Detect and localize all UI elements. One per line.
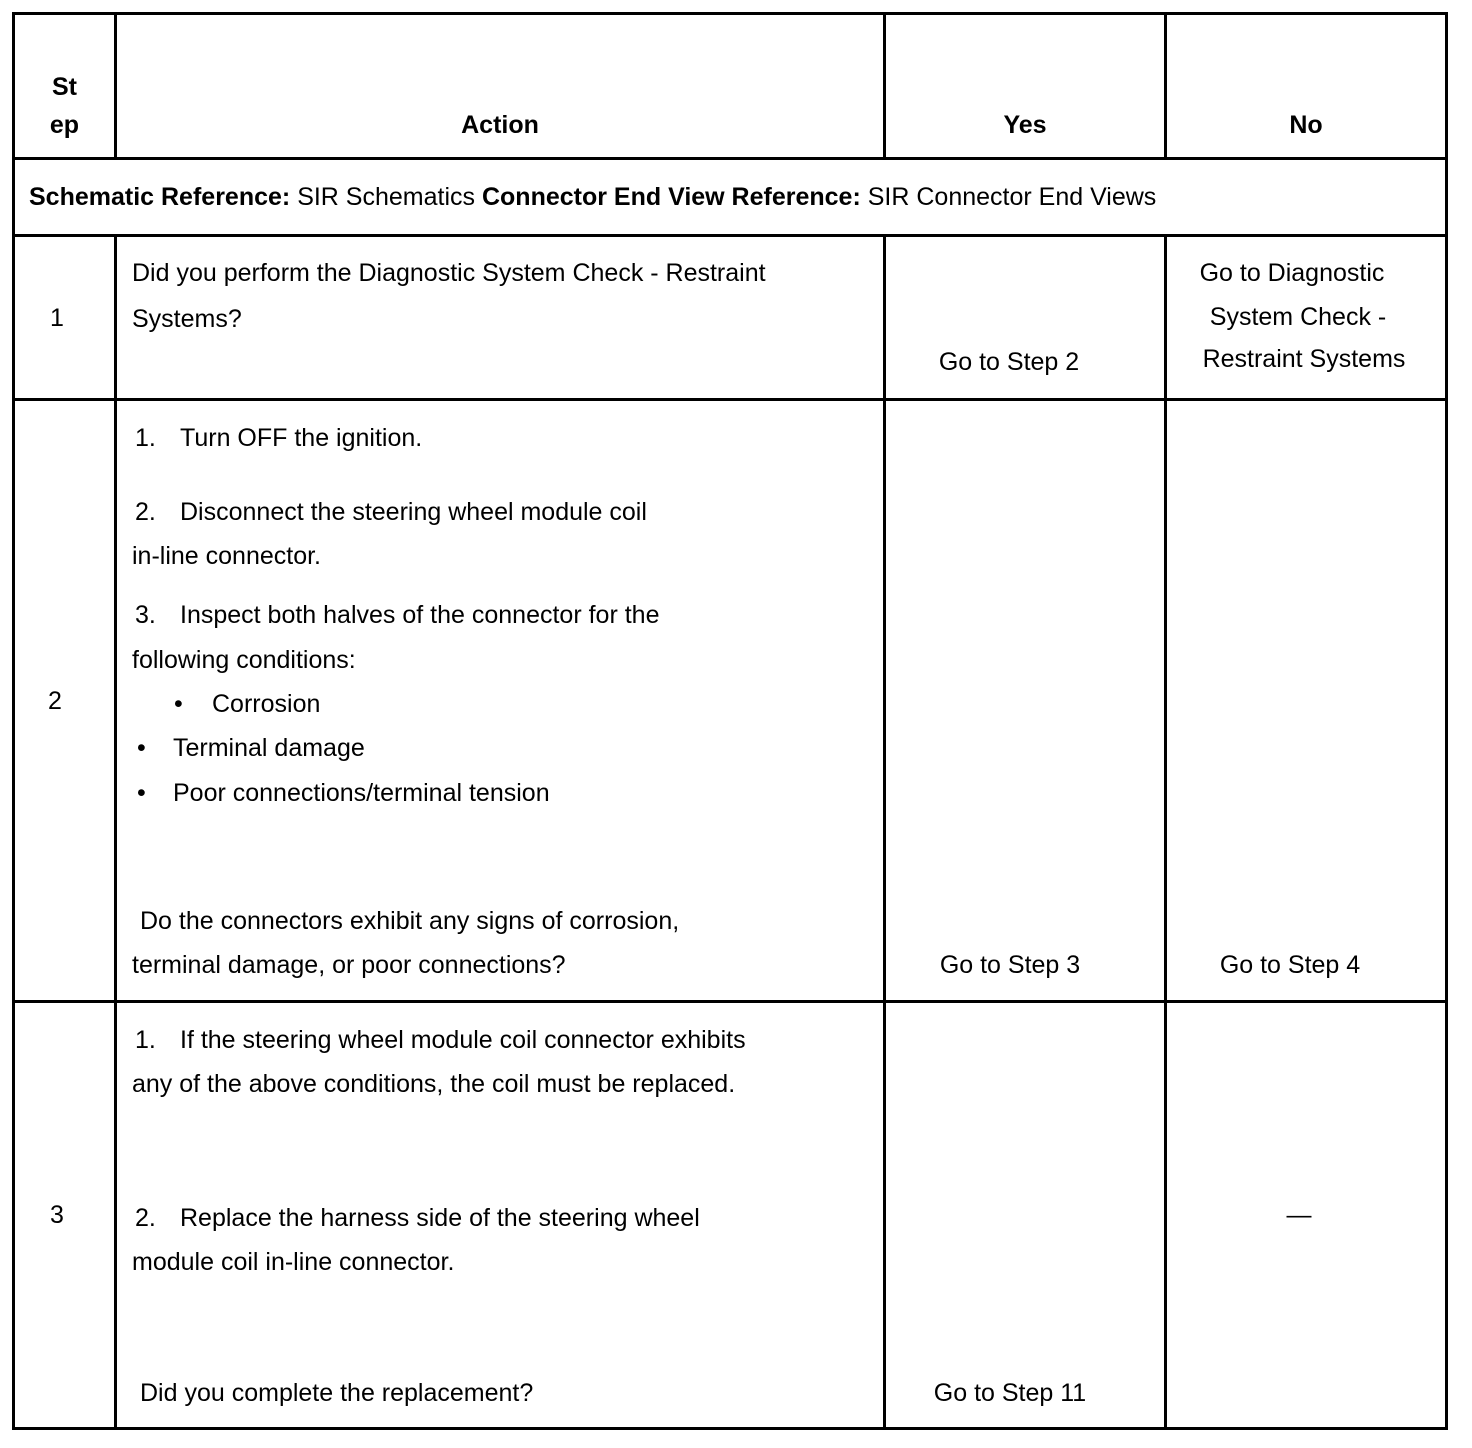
- row-3-no: —: [1286, 1201, 1312, 1229]
- row-1-no-line2: System Check -: [1209, 303, 1387, 331]
- row-2-bullet-1-text: Corrosion: [212, 690, 321, 718]
- col-divider-action: [883, 234, 886, 1430]
- row-3-item-2-line2: module coil in-line connector.: [132, 1248, 455, 1276]
- header-step: [15, 68, 114, 144]
- col-divider-yes: [1164, 234, 1167, 1430]
- row-2-bullet-3-text: Poor connections/terminal tension: [173, 779, 550, 807]
- schematic-reference-label: Schematic Reference:: [29, 183, 291, 211]
- row-2-item-2-number: 2.: [135, 498, 156, 526]
- row-1-divider: [12, 398, 1448, 401]
- row-2-item-3-line1: Inspect both halves of the connector for the: [180, 601, 660, 629]
- row-1-no-line3: Restraint Systems: [1202, 345, 1406, 373]
- reference-divider: [12, 234, 1448, 237]
- row-2-bullet-2-symbol: •: [137, 734, 146, 762]
- row-2-item-2-line2: in-line connector.: [132, 542, 322, 570]
- row-2-item-3-number: 3.: [135, 601, 156, 629]
- header-action: Action: [461, 111, 539, 139]
- row-2-item-3-line2: following conditions:: [132, 646, 356, 674]
- schematic-reference-value: SIR Schematics: [297, 183, 476, 211]
- row-2-item-1-text: Turn OFF the ignition.: [180, 424, 423, 452]
- row-2-item-2-line1: Disconnect the steering wheel module coil: [180, 498, 647, 526]
- row-1-no-line1: Go to Diagnostic: [1199, 259, 1385, 287]
- header-divider: [12, 157, 1448, 160]
- header-step-line2: ep: [49, 111, 80, 139]
- row-1-action-line1: Did you perform the Diagnostic System Check - Restraint: [132, 259, 766, 287]
- row-2-yes: Go to Step 3: [939, 951, 1081, 979]
- col-divider-step: [114, 234, 117, 1430]
- row-1-yes: Go to Step 2: [938, 348, 1080, 376]
- row-3-yes: Go to Step 11: [933, 1379, 1087, 1407]
- row-2-divider: [12, 1000, 1448, 1003]
- header-yes: Yes: [1003, 111, 1047, 139]
- connector-reference-label: Connector End View Reference:: [481, 183, 861, 211]
- row-1-step: 1: [50, 304, 64, 332]
- row-2-no: Go to Step 4: [1219, 951, 1361, 979]
- row-2-bullet-3-symbol: •: [137, 779, 146, 807]
- row-3-item-1-line2: any of the above conditions, the coil must be replaced.: [132, 1070, 736, 1098]
- row-3-question: Did you complete the replacement?: [140, 1379, 534, 1407]
- row-3-item-1-number: 1.: [135, 1026, 156, 1054]
- row-2-bullet-1-symbol: •: [174, 690, 183, 718]
- row-2-step: 2: [48, 687, 62, 715]
- row-2-item-1-number: 1.: [135, 424, 156, 452]
- row-2-bullet-2-text: Terminal damage: [173, 734, 365, 762]
- row-2-question-line1: Do the connectors exhibit any signs of corrosion,: [140, 907, 680, 935]
- row-3-item-1-line1: If the steering wheel module coil connector exhibits: [180, 1026, 746, 1054]
- row-3-item-2-line1: Replace the harness side of the steering wheel: [180, 1204, 700, 1232]
- diagnostic-table: [12, 12, 1448, 1430]
- row-3-step: 3: [50, 1201, 64, 1229]
- row-3-item-2-number: 2.: [135, 1204, 156, 1232]
- reference-line: [29, 182, 1156, 212]
- connector-reference-value: SIR Connector End Views: [867, 183, 1157, 211]
- row-2-question-line2: terminal damage, or poor connections?: [132, 951, 566, 979]
- header-step-line1: St: [52, 73, 77, 101]
- row-1-action-line2: Systems?: [132, 305, 242, 333]
- header-no: No: [1289, 111, 1323, 139]
